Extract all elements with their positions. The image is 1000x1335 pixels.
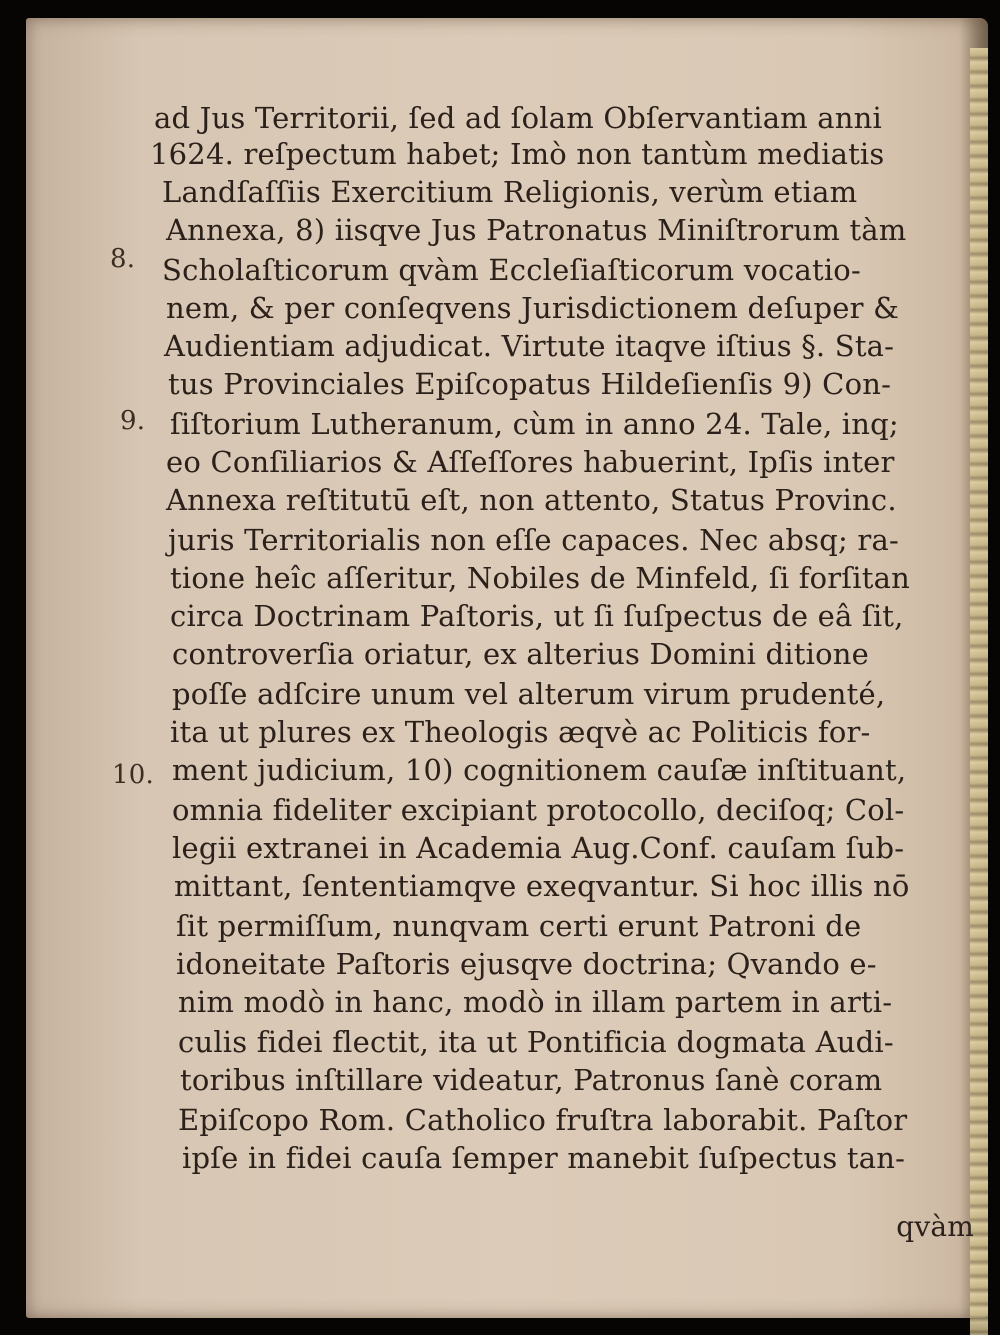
- text-line: 1624. reſpectum habet; Imò non tantùm mediatis: [150, 137, 885, 171]
- text-line: ſit permiſſum, nunqvam certi erunt Patroni de: [176, 909, 862, 943]
- body-text: [26, 18, 988, 1318]
- text-line: ita ut plures ex Theologis æqvè ac Politicis for-: [170, 715, 871, 749]
- margin-note: 10.: [112, 760, 154, 790]
- text-line: Epiſcopo Rom. Catholico fruſtra laborabit. Paſtor: [178, 1103, 908, 1137]
- text-line: idoneitate Paſtoris ejusqve doctrina; Qvando e-: [176, 947, 877, 981]
- text-line: tus Provinciales Epiſcopatus Hildeſienſis 9) Con-: [168, 367, 892, 401]
- text-line: Annexa, 8) iisqve Jus Patronatus Miniſtrorum tàm: [166, 213, 907, 247]
- text-line: juris Territorialis non eſſe capaces. Nec absq; ra-: [168, 523, 899, 557]
- margin-note: 9.: [120, 406, 146, 436]
- text-line: nim modò in hanc, modò in illam partem in arti-: [178, 985, 893, 1019]
- text-line: ipſe in fidei cauſa ſemper manebit ſuſpectus tan-: [182, 1141, 906, 1175]
- text-line: Landſaſſiis Exercitium Religionis, verùm etiam: [162, 175, 858, 209]
- text-line: eo Conſiliarios & Aſſeſſores habuerint, Ipſis inter: [166, 445, 895, 479]
- text-line: ad Jus Territorii, ſed ad ſolam Obſervantiam anni: [154, 101, 883, 135]
- text-line: legii extranei in Academia Aug.Conf. cauſam ſub-: [172, 831, 905, 865]
- margin-note: 8.: [110, 244, 136, 274]
- text-line: controverſia oriatur, ex alterius Domini ditione: [172, 637, 869, 671]
- text-line: circa Doctrinam Paſtoris, ut ſi ſuſpectus de eâ ſit,: [170, 599, 904, 633]
- paper-sheet: [26, 18, 988, 1318]
- text-line: Scholaſticorum qvàm Eccleſiaſticorum vocatio-: [162, 253, 861, 287]
- text-line: ſiſtorium Lutheranum, cùm in anno 24. Tale, inq;: [170, 407, 899, 441]
- text-line: Audientiam adjudicat. Virtute itaqve iſtius §. Sta-: [164, 329, 895, 363]
- text-line: ment judicium, 10) cognitionem cauſæ inſtituant,: [172, 753, 907, 787]
- text-line: mittant, ſententiamqve exeqvantur. Si hoc illis nō: [174, 869, 910, 903]
- text-line: toribus inſtillare videatur, Patronus ſanè coram: [180, 1063, 883, 1097]
- text-line: culis fidei flectit, ita ut Pontificia dogmata Audi-: [178, 1025, 894, 1059]
- text-line: nem, & per conſeqvens Jurisdictionem deſuper &: [166, 291, 900, 325]
- text-line: omnia fideliter excipiant protocollo, deciſoq; Col-: [172, 793, 905, 827]
- text-line: tione heîc aſſeritur, Nobiles de Minfeld, ſi forſitan: [170, 561, 911, 595]
- text-line: poſſe adſcire unum vel alterum virum prudenté,: [172, 677, 886, 711]
- text-line: Annexa reſtitutū eſt, non attento, Status Provinc.: [166, 483, 897, 517]
- catchword: qvàm: [896, 1210, 974, 1243]
